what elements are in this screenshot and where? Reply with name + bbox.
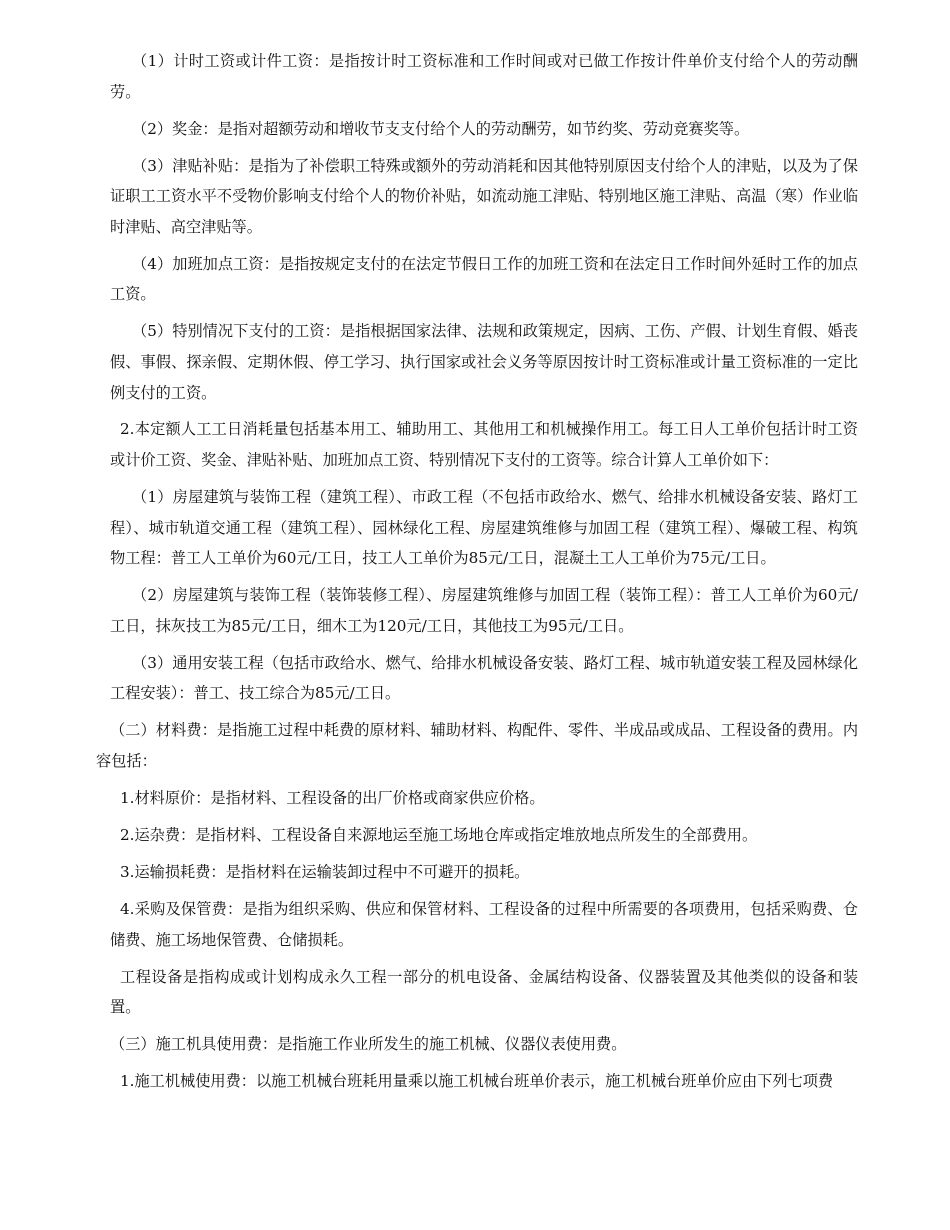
section-heading-machinery-cost: （三）施工机具使用费：是指施工作业所发生的施工机械、仪器仪表使用费。 <box>110 1035 627 1054</box>
paragraph-unit-price-installation: （3）通用安装工程（包括市政给水、燃气、给排水机械设备安装、路灯工程、城市轨道安装工程及园林绿化工程安装）：普工、技工综合为85元/工日。 <box>110 653 858 703</box>
paragraph-time-piece-wage: （1）计时工资或计件工资：是指按计时工资标准和工作时间或对已做工作按计件单价支付给个人的劳动酬劳。 <box>110 52 858 101</box>
paragraph-engineering-equipment: 工程设备是指构成或计划构成永久工程一部分的机电设备、金属结构设备、仪器装置及其他类似的设备和装置。 <box>110 967 858 1017</box>
paragraph-procurement-storage: 4.采购及保管费：是指为组织采购、供应和保管材料、工程设备的过程中所需要的各项费用，包括采购费、仓储费、施工场地保管费、仓储损耗。 <box>110 899 858 949</box>
paragraph-material-price: 1.材料原价：是指材料、工程设备的出厂价格或商家供应价格。 <box>120 788 545 807</box>
paragraph-special-wage: （5）特别情况下支付的工资：是指根据国家法律、法规和政策规定，因病、工伤、产假、计划生育假、婚丧假、事假、探亲假、定期休假、停工学习、执行国家或社会义务等原因按计时工资标准或计量工资标准的一定比例支付的工资。 <box>110 322 858 402</box>
paragraph-overtime-wage: （4）加班加点工资：是指按规定支付的在法定节假日工作的加班工资和在法定日工作时间外延时工作的加点工资。 <box>110 254 858 304</box>
paragraph-transport-cost: 2.运杂费：是指材料、工程设备自来源地运至施工场地仓库或指定堆放地点所发生的全部费用。 <box>120 825 758 844</box>
paragraph-allowance: （3）津贴补贴：是指为了补偿职工特殊或额外的劳动消耗和因其他特别原因支付给个人的津贴，以及为了保证职工工资水平不受物价影响支付给个人的物价补贴，如流动施工津贴、特别地区施工津贴、高温（寒）作业临时津贴、高空津贴等。 <box>110 156 858 236</box>
paragraph-bonus: （2）奖金：是指对超额劳动和增收节支支付给个人的劳动酬劳，如节约奖、劳动竞赛奖等。 <box>132 119 750 138</box>
paragraph-transport-loss: 3.运输损耗费：是指材料在运输装卸过程中不可避开的损耗。 <box>120 862 530 881</box>
paragraph-machinery-usage: 1.施工机械使用费：以施工机械台班耗用量乘以施工机械台班单价表示，施工机械台班单价应由下列七项费 <box>120 1072 834 1091</box>
paragraph-unit-price-construction: （1）房屋建筑与装饰工程（建筑工程）、市政工程（不包括市政给水、燃气、给排水机械设备安装、路灯工程）、城市轨道交通工程（建筑工程）、园林绿化工程、房屋建筑维修与加固工程（建筑工程）、爆破工程、构筑物工程：普工人工单价为60元/工日，技工人工单价为85元/工日，混凝土工人工单价为75元/工日。 <box>110 488 858 568</box>
paragraph-labor-consumption: 2.本定额人工工日消耗量包括基本用工、辅助用工、其他用工和机械操作用工。每工日人工单价包括计时工资或计价工资、奖金、津贴补贴、加班加点工资、特别情况下支付的工资等。综合计算人工单价如下： <box>110 420 858 470</box>
paragraph-unit-price-decoration: （2）房屋建筑与装饰工程（装饰装修工程）、房屋建筑维修与加固工程（装饰工程）：普工人工单价为60元/工日，抹灰技工为85元/工日，细木工为120元/工日，其他技工为95元/工日。 <box>110 586 858 635</box>
section-heading-material-cost: （二）材料费：是指施工过程中耗费的原材料、辅助材料、构配件、零件、半成品或成品、工程设备的费用。内容包括： <box>96 721 858 770</box>
